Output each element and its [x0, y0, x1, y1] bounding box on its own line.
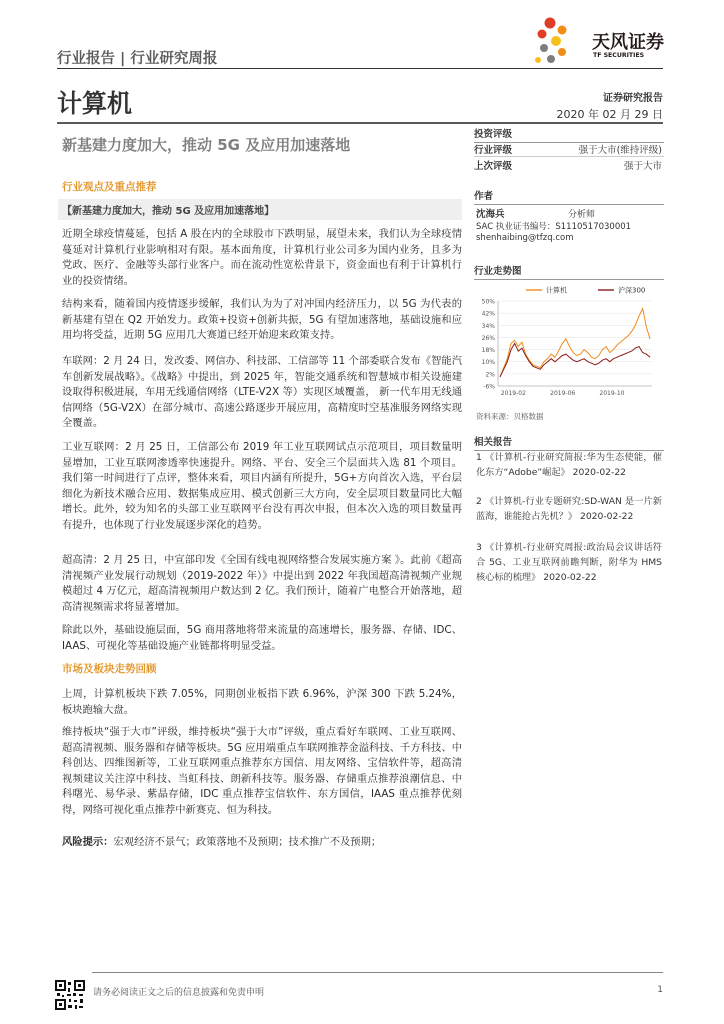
previous-rating-value: 强于大市	[623, 161, 662, 172]
report-category: 行业报告 | 行业研究周报	[57, 51, 218, 67]
chart-series-line	[500, 309, 650, 377]
subheading: 【新基建力度加大，推动 5G 及应用加速落地】	[62, 206, 275, 217]
paragraph: 上周，计算机板块下跌 7.05%，同期创业板指下跌 6.96%，沪深 300 下跌 5.24%，板块跑输大盘。	[62, 688, 462, 716]
chart-heading: 行业走势图	[474, 263, 664, 280]
chart-y-tick-label: 10%	[481, 359, 495, 367]
industry-trend-chart	[474, 283, 664, 403]
logo-name-cn: 天风证券	[592, 32, 664, 53]
author-heading: 作者	[474, 188, 664, 205]
qr-code-icon	[55, 980, 85, 1010]
risk-text: 宏观经济不景气；政策落地不及预期；技术推广不及预期；	[113, 836, 382, 848]
paragraph: 除此以外，基础设施层面，5G 商用落地将带来流量的高速增长，服务器、存储、IDC、IAAS、可视化等基础设施产业链都将明显受益。	[62, 624, 462, 652]
industry-rating-label: 行业评级	[474, 145, 513, 156]
logo-dot-gray-2	[547, 55, 555, 63]
chart-y-tick-label: 42%	[481, 310, 495, 318]
section-heading-views: 行业观点及重点推荐	[62, 181, 157, 193]
logo-dot-red	[545, 18, 556, 29]
related-heading: 相关报告	[474, 434, 664, 451]
paragraph: 结构来看，随着国内疫情逐步缓解，我们认为为了对冲国内经济压力，以 5G 为代表的新基建有望在 Q2 开始发力。政策+投资+创新共振，5G 有望加速落地，基础设施和应用均将受益，近期 5G 应用几大赛道已经开始迎来政策支持。	[62, 298, 462, 342]
previous-rating-label: 上次评级	[474, 161, 513, 172]
related-report[interactable]: 1 《计算机-行业研究简报:华为生态使能，催化东方“Adobe”崛起》 2020-02-22	[476, 452, 662, 478]
paragraph: 超高清：2 月 25 日，中宣部印发《全国有线电视网络整合发展实施方案 》。此前《超高清视频产业发展行动规划（2019-2022 年）》中提出到 2022 年我国超高清视频产业规模超过 4 万亿元，超高清视频用户数达到 2 亿。我们预计，随着广电整合开始落地，超高清视频需求将显著增加。	[62, 554, 462, 613]
chart-x-tick-label: 2019-10	[599, 390, 625, 397]
logo-dot-yellow	[551, 36, 561, 46]
paragraph: 工业互联网：2 月 25 日，工信部公布 2019 年工业互联网试点示范项目，项目数量明显增加，工业互联网渗透率快速提升。网络、平台、安全三个层面共入选 81 个项目。我们第一时间进行了点评，整体来看，项目内涵有所提升，5G+方向首次入选，平台层细化为新技术融合应用、数据集成应用、模式创新三大方向，安全层项目数量同比大幅增长。此外，较为知名的头部工业互联网平台没有再次申报，但本次入选的项目数量再有提升，也体现了行业发展逐步深化的趋势。	[62, 441, 462, 531]
industry-name: 计算机	[57, 89, 133, 118]
chart-source: 资料来源：贝格数据	[476, 412, 544, 421]
report-date: 2020 年 02 月 29 日	[556, 108, 663, 121]
risk-label: 风险提示：	[62, 836, 114, 848]
rating-divider	[474, 156, 664, 157]
chart-series-line	[500, 344, 650, 377]
report-title: 新基建力度加大，推动 5G 及应用加速落地	[62, 136, 351, 154]
footer-divider	[92, 972, 663, 973]
industry-rating-value: 强于大市(维持评级)	[578, 145, 662, 156]
chart-x-tick-label: 2019-06	[550, 390, 576, 397]
paragraph: 近期全球疫情蔓延，包括 A 股在内的全球股市下跌明显，展望未来，我们认为全球疫情蔓延对计算机行业影响相对有限。基本面角度，计算机行业公司多为国内业务，且多为党政、医疗、金融等头部行业客户。而在流动性宽松背景下，资金面也有利于计算机行业的投资情绪。	[62, 228, 462, 287]
logo-dot-orange-2	[558, 48, 566, 56]
related-report[interactable]: 3 《计算机-行业研究周报:政治局会议讲话符合 5G、工业互联网前瞻判断，附华为 HMS 核心标的梳理》 2020-02-22	[476, 542, 662, 583]
chart-y-tick-label: -6%	[483, 383, 495, 391]
analyst-role: 分析师	[568, 210, 596, 220]
chart-legend-label: 沪深300	[618, 286, 646, 295]
page-number: 1	[657, 985, 663, 995]
chart-y-tick-label: 50%	[481, 298, 495, 306]
risk-warning	[62, 835, 462, 851]
previous-rating-row	[474, 158, 664, 172]
chart-legend-label: 计算机	[546, 286, 567, 295]
logo-dot-gray	[540, 44, 548, 52]
logo-dot-orange	[558, 26, 567, 35]
industry-rating-row	[474, 142, 664, 156]
analyst-cert: SAC 执业证书编号：S1110517030001	[476, 222, 632, 232]
analyst-email[interactable]: shenhaibing@tfzq.com	[476, 233, 574, 243]
section-heading-market: 市场及板块走势回顾	[62, 663, 157, 675]
chart-y-tick-label: 26%	[481, 334, 495, 342]
footer-disclaimer: 请务必阅读正文之后的信息披露和免责申明	[93, 988, 265, 998]
paragraph: 车联网：2 月 24 日，发改委、网信办、科技部、工信部等 11 个部委联合发布《智能汽车创新发展战略》。《战略》中提出，到 2025 年，智能交通系统和智慧城市相关设施建设取得积极进展，车用无线通信网络（LTE-V2X 等）实现区域覆盖， 新一代车用无线通信网络（5G-V2X）在部分城市、高速公路逐步开展应用，高精度时空基准服务网络实现全覆盖。	[62, 355, 462, 430]
logo-dot-yellow-2	[535, 57, 541, 63]
logo-dot-red-2	[538, 30, 547, 39]
title-divider	[57, 122, 663, 124]
chart-x-tick-label: 2019-02	[500, 390, 526, 397]
paragraph: 维持板块“强于大市”评级，维持板块“强于大市”评级，重点看好车联网、工业互联网、超高清视频、服务器和存储等板块。5G 应用端重点车联网推荐金溢科技、千方科技、中科创达、四维图新等，工业互联网重点推荐东方国信、用友网络、宝信软件等，超高清视频建议关注淳中科技、当虹科技、朗新科技等。服务器、存储重点推荐浪潮信息、中科曙光、易华录、紫晶存储，IDC 重点推荐宝信软件、东方国信，IAAS 重点推荐优刻得，网络可视化重点推荐中新赛克、恒为科技。	[62, 726, 462, 816]
logo-name-en: TF SECURITIES	[593, 52, 645, 59]
report-type: 证券研究报告	[603, 93, 663, 104]
chart-y-tick-label: 2%	[485, 371, 495, 379]
analyst-name: 沈海兵	[476, 209, 505, 220]
rating-heading: 投资评级	[474, 126, 664, 143]
chart-y-tick-label: 34%	[481, 322, 495, 330]
chart-y-tick-label: 18%	[481, 347, 495, 355]
related-report[interactable]: 2 《计算机-行业专题研究:SD-WAN 是一片新蓝海，谁能抢占先机？》 2020-02-22	[476, 496, 662, 522]
